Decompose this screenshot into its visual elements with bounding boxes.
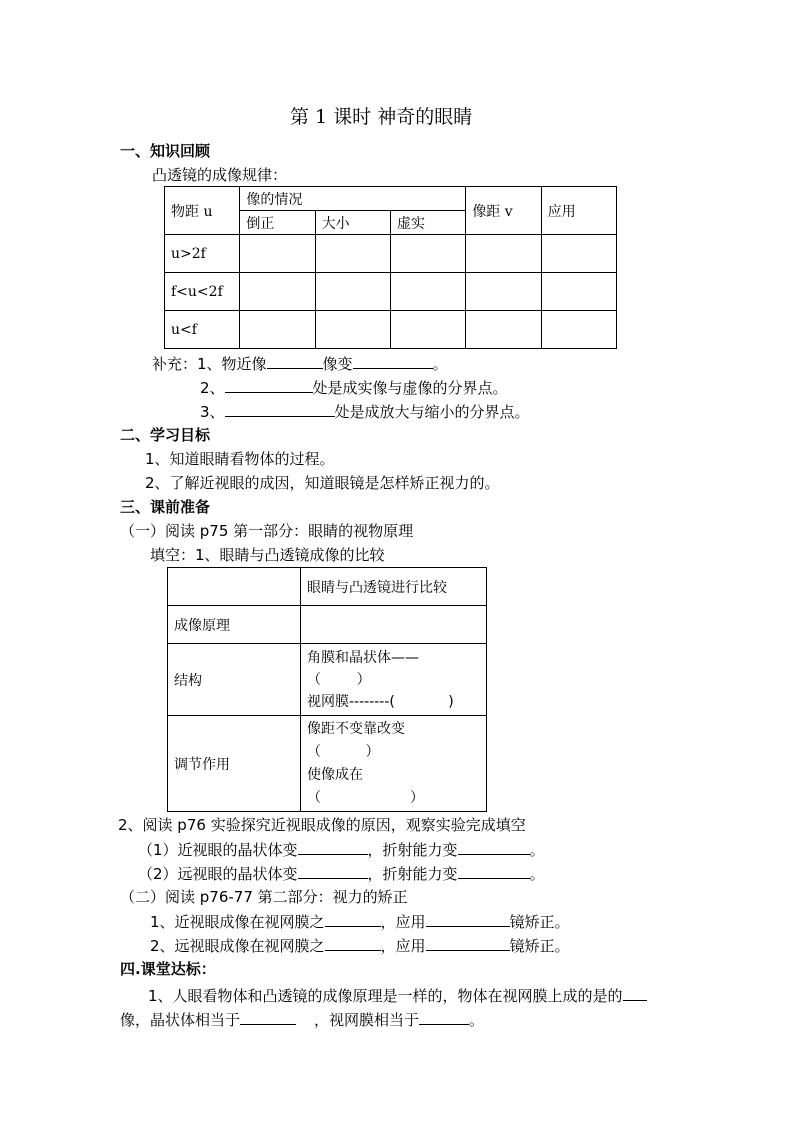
convex-lens-table [164,186,617,349]
structure-cell[interactable]: 角膜和晶状体—— （ ） 视网膜--------( ) [301,644,487,716]
supplement-line-1: 补充：1、物近像 像变 。 [152,355,448,373]
comparison-header: 眼睛与凸透镜进行比较 [301,568,487,606]
table-cell-blank[interactable] [315,235,390,273]
row-label: f<u<2f [165,273,240,311]
header-image-info: 像的情况 [240,187,466,211]
fill-blank[interactable] [325,935,381,951]
fill-blank[interactable] [325,911,381,927]
table-cell-blank[interactable] [390,311,465,349]
table-cell-blank[interactable] [466,273,541,311]
header-application: 应用 [541,187,616,235]
exercise-line-1: 1、人眼看物体和凸透镜的成像原理是一样的，物体在视网膜上成的是的 [148,985,647,1006]
reading-part-1: （一）阅读 p75 第一部分：眼睛的视物原理 [120,522,414,540]
adjustment-cell[interactable]: 像距不变靠改变 （ ） 使像成在 （ ） [301,716,487,812]
fill-blank[interactable] [225,377,313,393]
header-real-virtual: 虚实 [390,211,465,235]
myopia-question: （1）近视眼的晶状体变 ，折射能力变 。 [138,841,545,859]
header-orientation: 倒正 [240,211,315,235]
hyperopia-question: （2）远视眼的晶状体变 ，折射能力变 。 [138,865,545,883]
correction-myopia: 1、近视眼成像在视网膜之 ，应用 镜矫正。 [150,913,570,931]
fill-blank[interactable] [458,863,530,879]
eye-lens-comparison-table [167,567,487,812]
row-label: u<f [165,311,240,349]
row-label: u>2f [165,235,240,273]
convex-lens-intro: 凸透镜的成像规律： [152,166,288,184]
goal-item: 1、知道眼睛看物体的过程。 [145,450,335,468]
correction-hyperopia: 2、远视眼成像在视网膜之 ，应用 镜矫正。 [150,937,570,955]
table-cell-blank[interactable] [240,273,315,311]
reading-part-3: （二）阅读 p76-77 第二部分：视力的矫正 [120,888,408,906]
table-cell-blank [168,568,301,606]
table-cell-blank[interactable] [466,235,541,273]
fill-blank[interactable] [225,401,335,417]
fill-blank[interactable] [623,985,647,1001]
table-cell-blank[interactable] [466,311,541,349]
row-label-adjustment: 调节作用 [168,716,301,812]
table-cell-blank[interactable] [315,311,390,349]
reading-part-2-intro: 2、阅读 p76 实验探究近视眼成像的原因，观察实验完成填空 [118,816,526,834]
fill-blank[interactable] [298,839,368,855]
table-cell-blank[interactable] [315,273,390,311]
table-cell-blank[interactable] [541,273,616,311]
fill-blank[interactable] [419,1009,469,1025]
table-cell-blank[interactable] [390,273,465,311]
row-label-structure: 结构 [168,644,301,716]
table-cell-blank[interactable] [301,606,487,644]
supplement-line-3: 3、 处是成放大与缩小的分界点。 [200,403,530,421]
section-heading-classwork: 四.课堂达标： [120,960,216,978]
table-cell-blank[interactable] [240,235,315,273]
supplement-line-2: 2、 处是成实像与虚像的分界点。 [200,379,508,397]
fill-blank[interactable] [298,863,368,879]
fill-blank[interactable] [267,353,323,369]
table-cell-blank[interactable] [390,235,465,273]
table-cell-blank[interactable] [541,311,616,349]
section-heading-review: 一、知识回顾 [120,142,211,160]
fill-instruction: 填空：1、眼睛与凸透镜成像的比较 [150,546,385,564]
header-image-distance: 像距 v [466,187,541,235]
goal-item: 2、了解近视眼的成因，知道眼镜是怎样矫正视力的。 [145,474,500,492]
section-heading-goals: 二、学习目标 [120,426,211,444]
exercise-line-2: 像，晶状体相当于 ，视网膜相当于 。 [120,1011,485,1029]
fill-blank[interactable] [240,1009,296,1025]
fill-blank[interactable] [426,911,510,927]
fill-blank[interactable] [353,353,433,369]
row-label-principle: 成像原理 [168,606,301,644]
page-title: 第 1 课时 神奇的眼睛 [290,106,473,128]
header-size: 大小 [315,211,390,235]
table-cell-blank[interactable] [541,235,616,273]
header-object-distance: 物距 u [165,187,240,235]
fill-blank[interactable] [426,935,510,951]
fill-blank[interactable] [458,839,530,855]
table-cell-blank[interactable] [240,311,315,349]
section-heading-prep: 三、课前准备 [120,498,211,516]
